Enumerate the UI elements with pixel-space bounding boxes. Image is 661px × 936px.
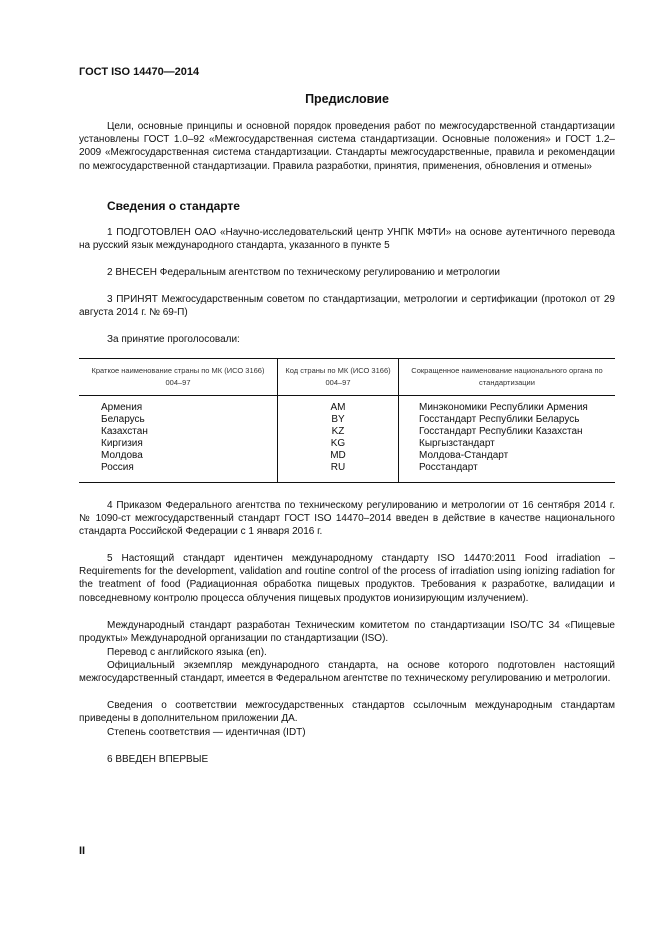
organization-name: Кыргызстандарт (419, 438, 495, 449)
country-name: Молдова (101, 450, 143, 461)
info-item-1: 1 ПОДГОТОВЛЕН ОАО «Научно-исследовательский центр УНПК МФТИ» на основе аутентичного перевода на русский язык международного стандарта, указанного в пункте 5 (79, 227, 615, 252)
country-code: MD (330, 450, 346, 461)
info-item-2: 2 ВНЕСЕН Федеральным агентством по техническому регулированию и метрологии (107, 267, 500, 278)
country-code: KG (330, 438, 346, 449)
table-header-row (79, 359, 615, 396)
document-code-header: ГОСТ ISO 14470—2014 (79, 66, 200, 78)
info-item-5-conformity: Степень соответствия — идентичная (IDT) (107, 727, 306, 738)
info-item-6: 6 ВВЕДЕН ВПЕРВЫЕ (107, 754, 209, 765)
organization-name: Госстандарт Республики Казахстан (419, 426, 583, 437)
organization-name: Молдова-Стандарт (419, 450, 509, 461)
country-code: RU (330, 462, 346, 473)
preface-title: Предисловие (305, 92, 389, 106)
organization-name: Росстандарт (419, 462, 478, 473)
country-name: Россия (101, 462, 134, 473)
standard-info-heading: Сведения о стандарте (107, 199, 240, 213)
info-item-3: 3 ПРИНЯТ Межгосударственным советом по стандартизации, метрологии и сертификации (протокол от 29 августа 2014 г. № 69-П) (79, 294, 615, 319)
info-item-5-official-copy: Официальный экземпляр международного стандарта, на основе которого подготовлен настоящий межгосударственный стандарт, имеется в Федеральном агентстве по техническому регулированию и метрологии. (79, 660, 615, 685)
column-header-country: Краткое наименование страны по МК (ИСО 3166) 004–97 (79, 359, 278, 396)
country-code: BY (331, 414, 345, 425)
column-header-organization: Сокращенное наименование национального органа по стандартизации (399, 359, 616, 396)
info-item-5-references: Сведения о соответствии межгосударственных стандартов ссылочным международным стандартам приведены в дополнительном приложении ДА. (79, 700, 615, 725)
info-item-5-developer: Международный стандарт разработан Техническим комитетом по стандартизации ISO/TC 34 «Пищевые продукты» Международной организации по стандартизации (ISO). (79, 620, 615, 645)
country-name: Киргизия (101, 438, 143, 449)
country-name: Армения (101, 402, 143, 413)
organizations-cell (399, 396, 616, 483)
country-names-cell (79, 396, 278, 483)
info-item-4: 4 Приказом Федерального агентства по техническому регулированию и метрологии от 16 сентября 2014 г. № 1090-ст межгосударственный стандарт ГОСТ ISO 14470–2014 введен в действие в качестве национального стандарта Российской Федерации с 1 января 2016 г. (79, 500, 615, 538)
info-item-5: 5 Настоящий стандарт идентичен международному стандарту ISO 14470:2011 Food irradiation – Requirements for the development, validation and routine control of the process of irradiation using ionizing radiation for the treatment of food (Радиационная обработка пищевых продуктов. Требования к разработке, валидации и повседневному контролю процесса облучения пищевых продуктов ионизирующим излучением). (79, 553, 615, 604)
voted-label: За принятие проголосовали: (107, 334, 240, 345)
table-row (79, 396, 615, 483)
organization-name: Минэкономики Республики Армения (419, 402, 588, 413)
country-codes-cell (278, 396, 399, 483)
preface-text: Цели, основные принципы и основной порядок проведения работ по межгосударственной стандартизации установлены ГОСТ 1.0–92 «Межгосударственная система стандартизации. Основные положения» и ГОСТ 1.2–2009 «Межгосударственная система стандартизации. Стандарты межгосударственные, правила и рекомендации по межгосударственной стандартизации. Правила разработки, принятия, применения, обновления и отмены» (79, 121, 615, 172)
voting-countries-table (79, 358, 615, 483)
column-header-code: Код страны по МК (ИСО 3166) 004–97 (278, 359, 399, 396)
page-number: II (79, 845, 86, 857)
country-code: AM (330, 402, 346, 413)
info-item-5-translation: Перевод с английского языка (en). (107, 647, 267, 658)
country-name: Казахстан (101, 426, 148, 437)
organization-name: Госстандарт Республики Беларусь (419, 414, 580, 425)
country-name: Беларусь (101, 414, 145, 425)
country-code: KZ (331, 426, 345, 437)
